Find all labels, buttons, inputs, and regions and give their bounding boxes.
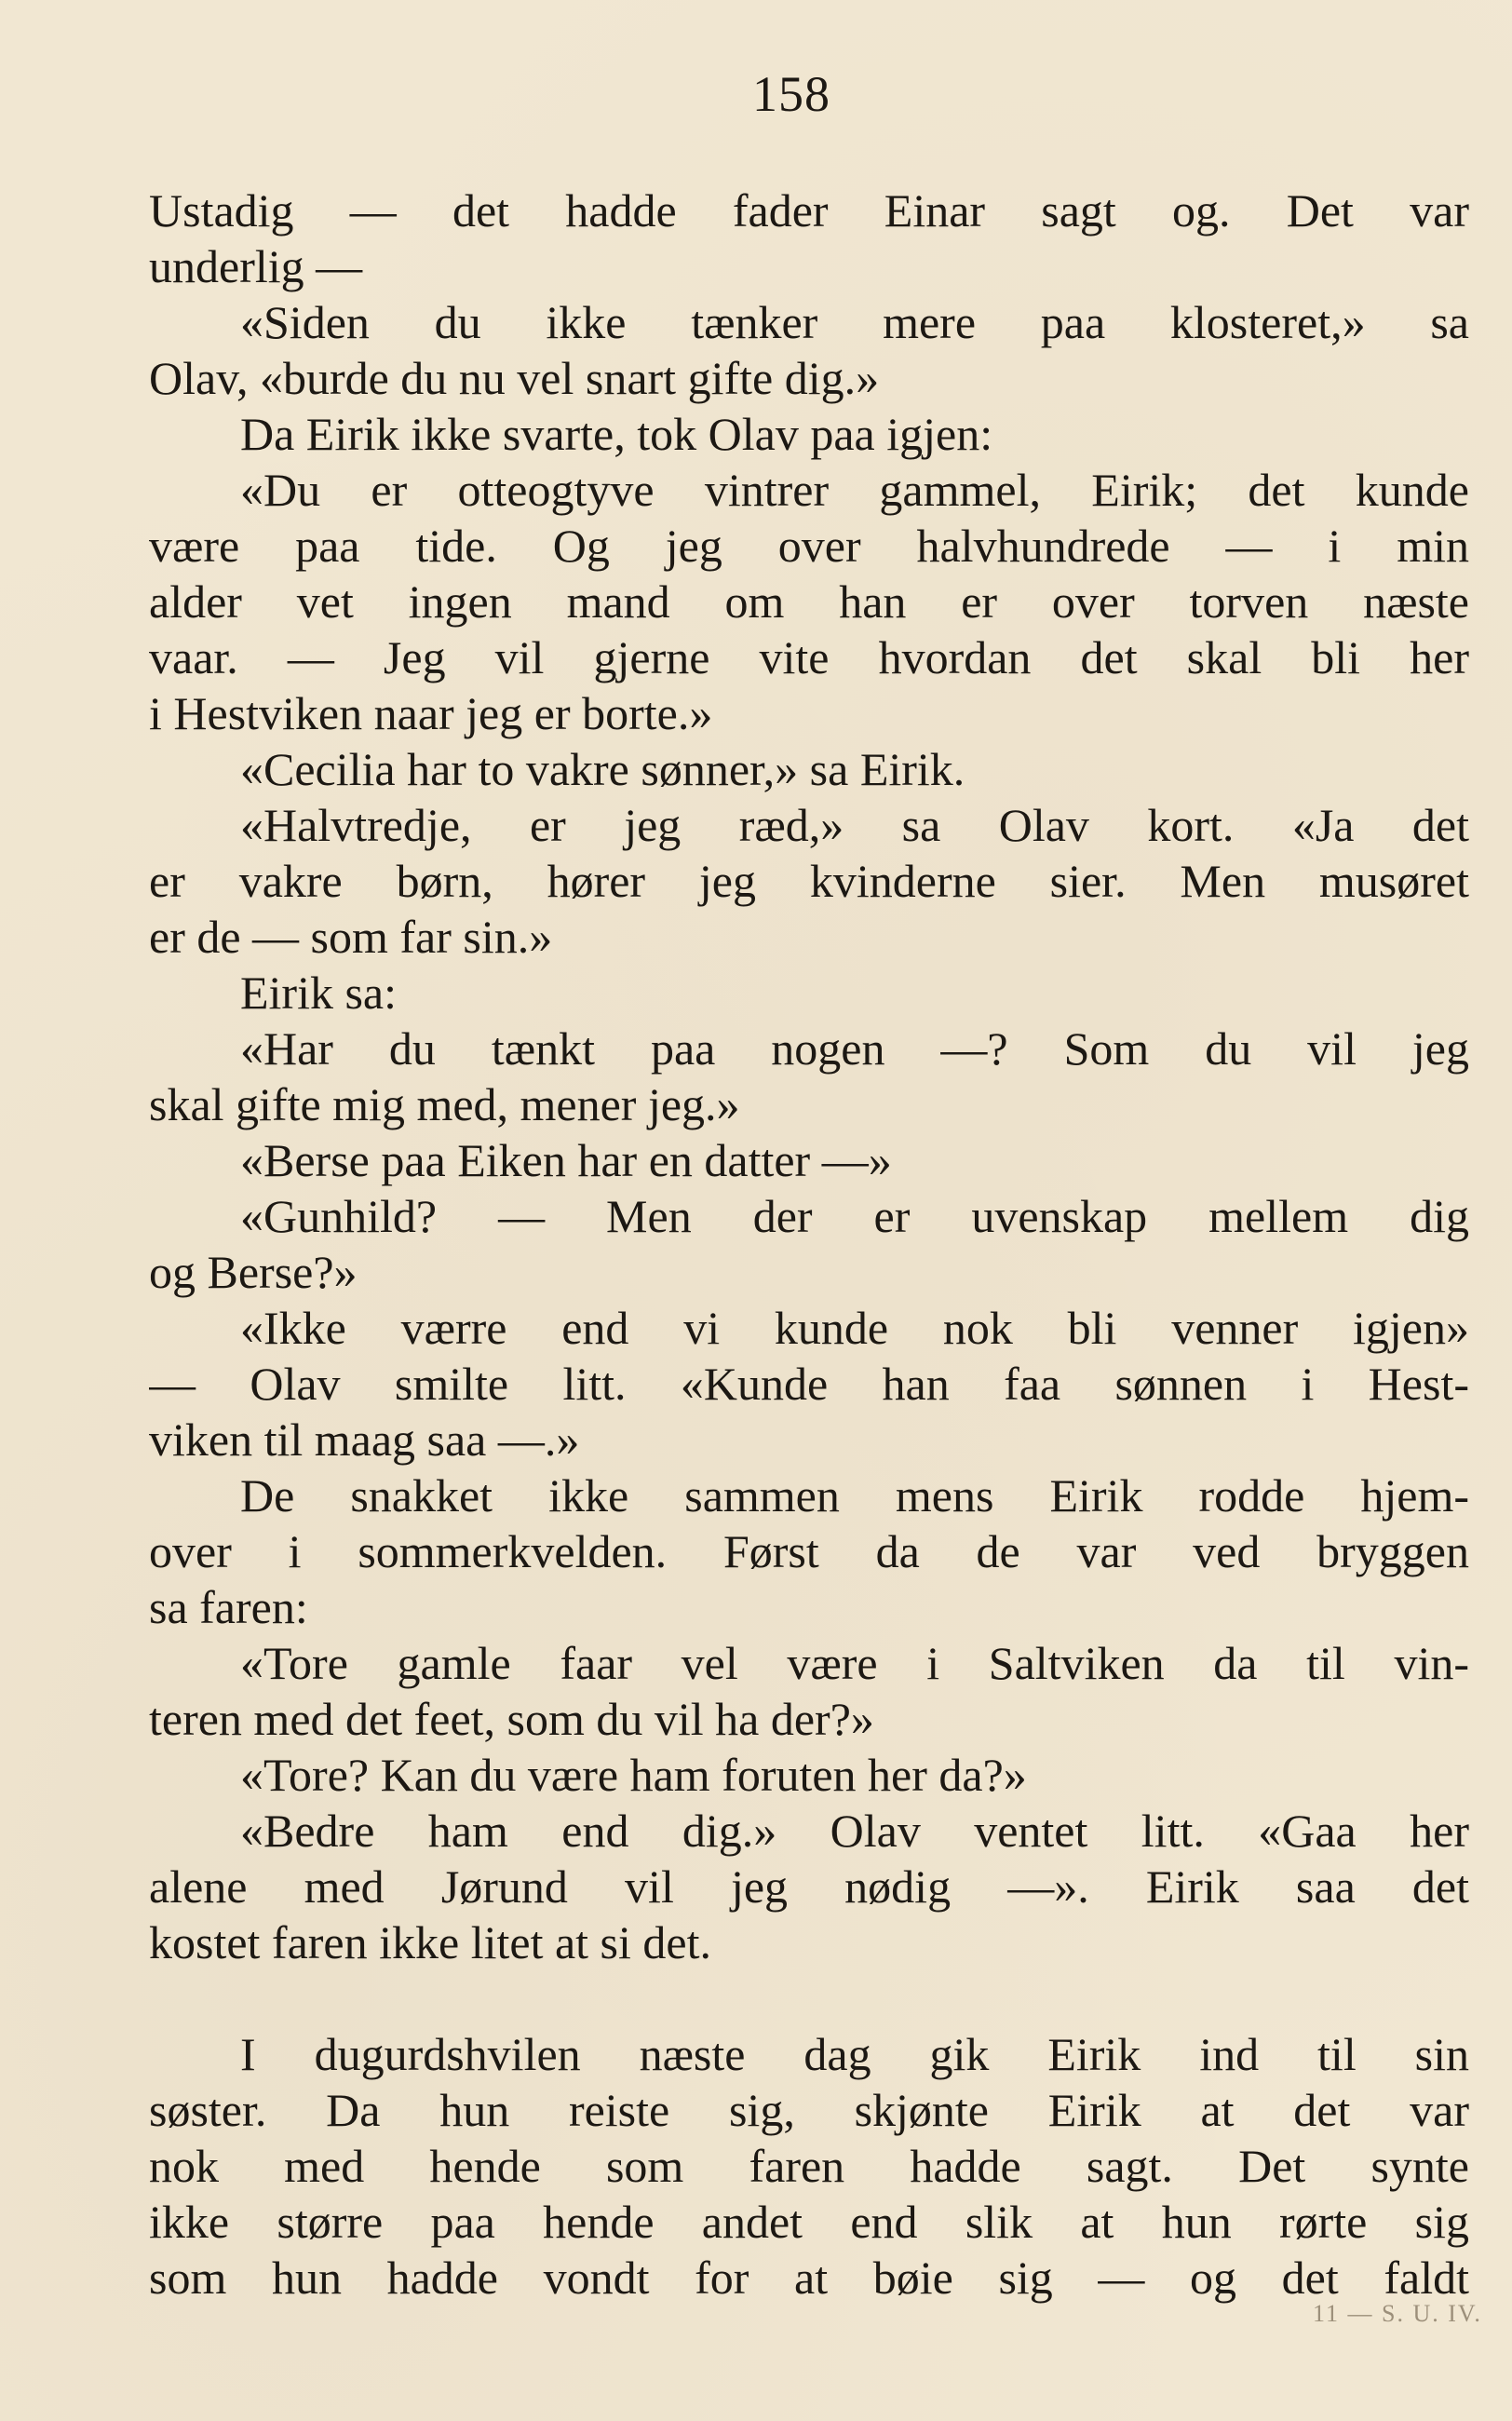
text-line: «Berse paa Eiken har en datter —» — [240, 1134, 892, 1186]
text-line: vaar. — Jeg vil gjerne vite hvordan det skal bli her — [149, 631, 1469, 683]
text-line: sa faren: — [149, 1581, 308, 1633]
text-line: ikke større paa hende andet end slik at hun rørte sig — [149, 2196, 1469, 2248]
text-line: skal gifte mig med, mener jeg.» — [149, 1078, 740, 1130]
text-line: og Berse?» — [149, 1246, 358, 1298]
text-line: søster. Da hun reiste sig, skjønte Eirik at det var — [149, 2084, 1469, 2136]
text-line: Da Eirik ikke svarte, tok Olav paa igjen: — [240, 408, 993, 460]
text-line: «Tore gamle faar vel være i Saltviken da til vin- — [240, 1637, 1469, 1689]
text-line: «Halvtredje, er jeg ræd,» sa Olav kort. «Ja det — [240, 799, 1469, 851]
text-line: teren med det feet, som du vil ha der?» — [149, 1693, 874, 1745]
text-line: «Du er otteogtyve vintrer gammel, Eirik; det kunde — [240, 464, 1469, 516]
text-line: som hun hadde vondt for at bøie sig — og det faldt — [149, 2252, 1469, 2304]
text-line: over i sommerkvelden. Først da de var ved bryggen — [149, 1525, 1469, 1577]
text-line: Eirik sa: — [240, 967, 398, 1019]
text-line: viken til maag saa —.» — [149, 1413, 580, 1466]
text-line: «Ikke værre end vi kunde nok bli venner igjen» — [240, 1302, 1469, 1354]
text-line: underlig — — [149, 240, 363, 292]
text-line: «Cecilia har to vakre sønner,» sa Eirik. — [240, 743, 965, 795]
text-line: i Hestviken naar jeg er borte.» — [149, 687, 713, 739]
text-line: nok med hende som faren hadde sagt. Det synte — [149, 2140, 1469, 2192]
text-line: alene med Jørund vil jeg nødig —». Eirik saa det — [149, 1860, 1469, 1913]
body-text — [149, 183, 1469, 2306]
section-break — [149, 1970, 1469, 2026]
text-line: «Gunhild? — Men der er uvenskap mellem dig — [240, 1190, 1469, 1242]
text-line: Ustadig — det hadde fader Einar sagt og. Det var — [149, 184, 1469, 237]
text-line: kostet faren ikke litet at si det. — [149, 1916, 711, 1968]
text-line: I dugurdshvilen næste dag gik Eirik ind til sin — [240, 2028, 1469, 2080]
text-line: — Olav smilte litt. «Kunde han faa sønnen i Hest- — [149, 1358, 1469, 1410]
text-line: «Tore? Kan du være ham foruten her da?» — [240, 1749, 1027, 1801]
text-line: «Bedre ham end dig.» Olav ventet litt. «Gaa her — [240, 1805, 1469, 1857]
text-line: «Har du tænkt paa nogen —? Som du vil jeg — [240, 1022, 1469, 1075]
text-line: alder vet ingen mand om han er over torven næste — [149, 575, 1469, 628]
text-line: De snakket ikke sammen mens Eirik rodde hjem- — [240, 1469, 1469, 1522]
text-line: er de — som far sin.» — [149, 911, 553, 963]
text-line: «Siden du ikke tænker mere paa klosteret,» sa — [240, 296, 1469, 348]
text-line: være paa tide. Og jeg over halvhundrede — i min — [149, 520, 1469, 572]
text-line: Olav, «burde du nu vel snart gifte dig.» — [149, 352, 880, 404]
signature-mark: 11 — S. U. IV. — [1313, 2300, 1482, 2327]
text-line: er vakre børn, hører jeg kvinderne sier. Men musøret — [149, 855, 1469, 907]
page-number: 158 — [752, 66, 830, 122]
